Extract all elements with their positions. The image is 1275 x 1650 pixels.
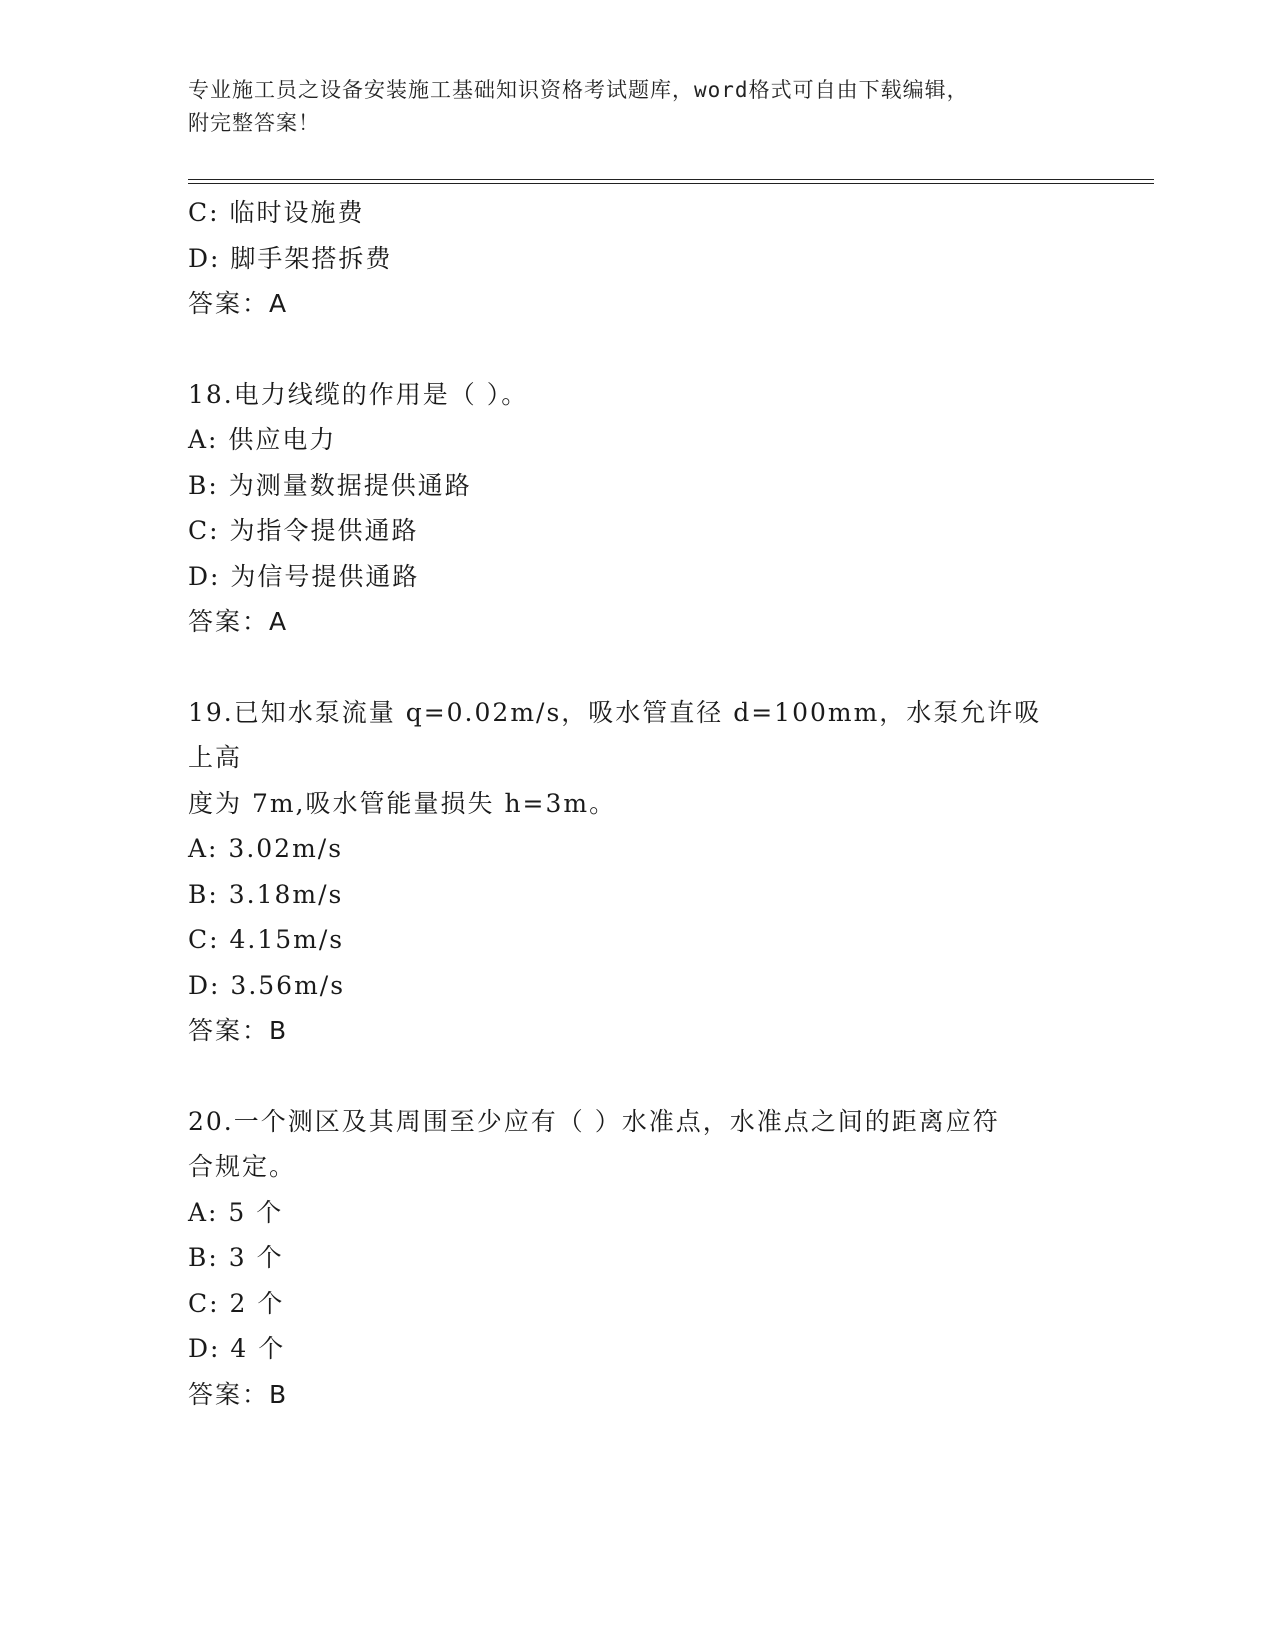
option-a: A: 供应电力: [188, 425, 337, 454]
option-b: B: 为测量数据提供通路: [188, 470, 472, 500]
option-c: C: 为指令提供通路: [188, 516, 419, 545]
question-19: [188, 690, 1068, 1054]
question-stem-line: 合规定。: [188, 1152, 297, 1181]
question-stem-line: 18.电力线缆的作用是（ ）。: [188, 379, 529, 409]
option-d: D: 3.56m/s: [188, 970, 346, 1000]
option-c: C: 临时设施费: [188, 198, 365, 227]
question-17-continued: [188, 190, 1068, 327]
answer-line: 答案：B: [188, 1379, 289, 1409]
answer-line: 答案：A: [188, 607, 289, 636]
header-divider-bottom: [188, 183, 1154, 184]
option-a: A: 3.02m/s: [188, 834, 344, 863]
option-b: B: 3 个: [188, 1243, 284, 1272]
answer-line: 答案：B: [188, 1016, 289, 1045]
question-stem-line: 20.一个测区及其周围至少应有（ ）水准点，水准点之间的距离应符: [188, 1106, 1000, 1136]
question-stem-line: 19.已知水泵流量 q=0.02m/s，吸水管直径 d=100mm，水泵允许吸上高: [188, 697, 1042, 772]
document-body: [188, 190, 1068, 1417]
header-divider-top: [188, 179, 1154, 180]
question-20: [188, 1099, 1068, 1418]
option-d: D: 4 个: [188, 1334, 286, 1363]
header-line-1: 专业施工员之设备安装施工基础知识资格考试题库，word格式可自由下载编辑，: [188, 78, 969, 102]
option-b: B: 3.18m/s: [188, 879, 344, 909]
option-c: C: 2 个: [188, 1288, 285, 1318]
option-d: D: 为信号提供通路: [188, 561, 420, 591]
page-header: [188, 74, 1068, 140]
question-stem-line: 度为 7m,吸水管能量损失 h=3m。: [188, 788, 617, 818]
answer-line: 答案：A: [188, 289, 289, 318]
option-c: C: 4.15m/s: [188, 925, 345, 954]
question-18: [188, 372, 1068, 645]
option-a: A: 5 个: [188, 1197, 284, 1227]
header-line-2: 附完整答案！: [188, 111, 320, 135]
option-d: D: 脚手架搭拆费: [188, 243, 393, 273]
